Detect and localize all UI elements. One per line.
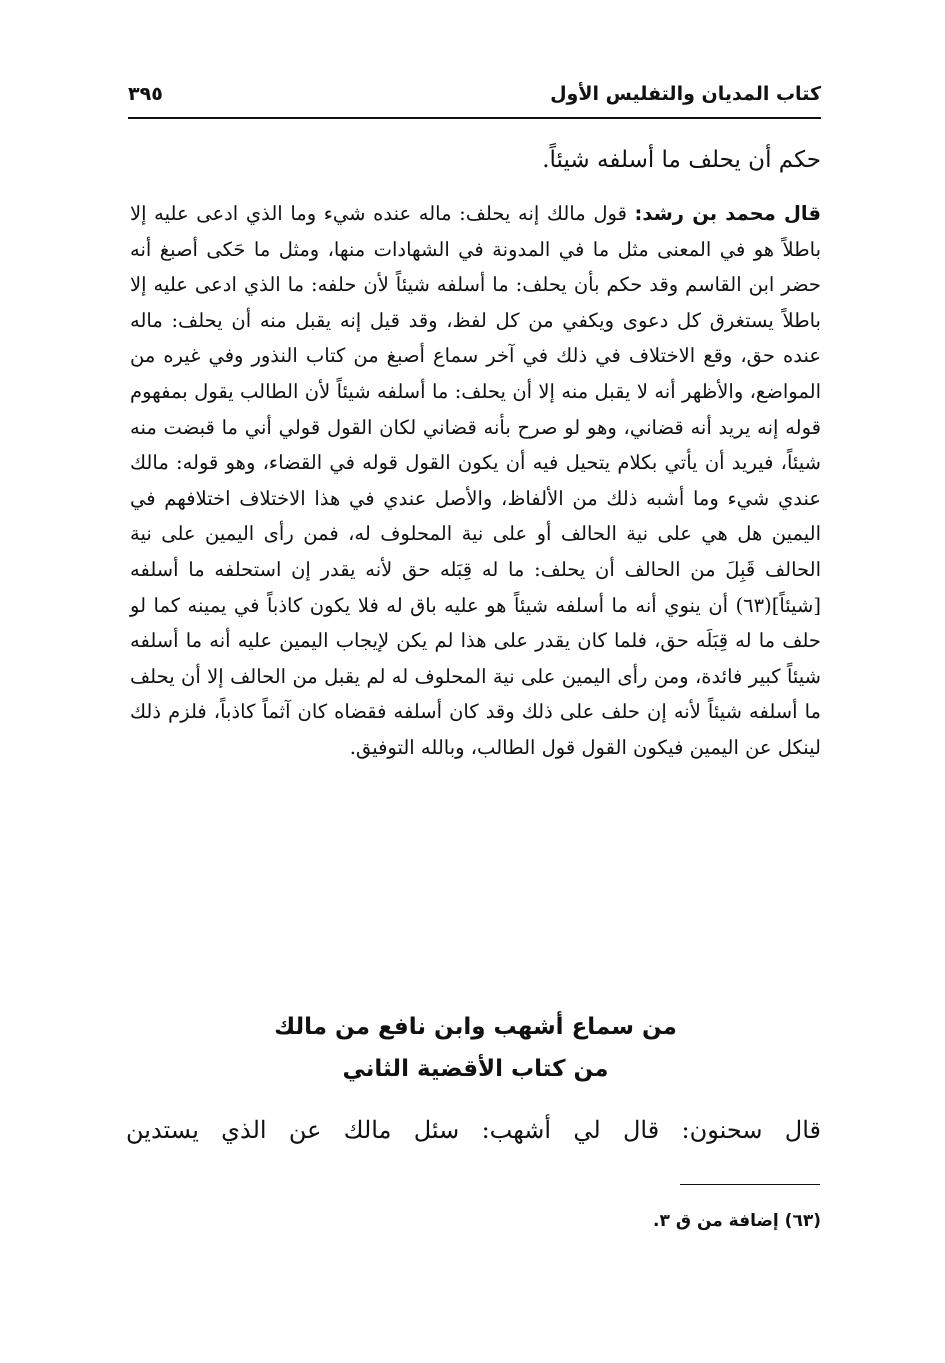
running-header (128, 72, 821, 116)
section-opening-line: قال سحنون: قال لي أشهب: سئل مالك عن الذي يستدين (126, 1116, 821, 1144)
section-title-line-2: من كتاب الأقضية الثاني (342, 1056, 609, 1082)
commentary-text: قول مالك إنه يحلف: ماله عنده شيء وما الذي ادعى عليه إلا باطلاً هو في المعنى مثل ما في المدونة في الشهادات منها، ومثل ما حَكى أصبغ أنه حضر ابن القاسم وقد حكم بأن يحلف: ما أسلفه شيئاً لأن حلفه: ما الذي ادعى عليه إلا باطلاً يستغرق كل دعوى ويكفي من كل لفظ، وقد قيل إنه يقبل منه أن يحلف: ماله عنده حق، وقع الاختلاف في ذلك في آخر سماع أصبغ من كتاب النذور وفي غيره من المواضع، والأظهر أنه لا يقبل منه إلا أن يحلف: ما أسلفه شيئاً لأن الطالب يقول بمفهوم قوله إنه يريد أنه قضاني، وهو لو صرح بأنه قضاني لكان القول قولي أني ما قبضت منه شيئاً، فيريد أن يأتي بكلام يتحيل فيه أن يكون القول قوله في القضاء، وهو قوله: مالك عندي شيء وما أشبه ذلك من الألفاظ، والأصل عندي في هذا الاختلاف اختلافهم في اليمين هل هي على نية الحالف أو على نية المحلوف له، فمن رأى اليمين على نية الحالف قَبِلَ من الحالف أن يحلف: ما له قِبَله حق لأنه يقدر إن استحلفه ما أسلفه [شيئاً](٦٣) أن ينوي أنه ما أسلفه شيئاً هو عليه باق له فلا يكون كاذباً في يمينه كما لو حلف ما له قِبَلَه حق، فلما كان يقدر على هذا لم يكن لإيجاب اليمين عليه أنه ما أسلفه شيئاً كبير فائدة، ومن رأى اليمين على نية المحلوف له لم يقبل من الحالف إلا أن يحلف ما أسلفه شيئاً لأنه إن حلف على ذلك وقد كان أسلفه فقضاه كان آثماً كاذباً، فلزم ذلك لينكل عن اليمين فيكون القول قول الطالب، وبالله التوفيق. (130, 202, 821, 759)
lead-line: حكم أن يحلف ما أسلفه شيئاً. (542, 147, 821, 173)
footnote: (٦٣) إضافة من ق ٣. (653, 1211, 821, 1231)
commentary-paragraph (130, 196, 821, 766)
header-rule (128, 117, 821, 119)
running-title: كتاب المديان والتفليس الأول (550, 83, 821, 105)
footnote-rule (680, 1184, 820, 1185)
commentary-speaker: قال محمد بن رشد: (634, 202, 821, 225)
section-heading (130, 1006, 821, 1090)
page-number: ٣٩٥ (128, 83, 163, 105)
section-title-line-1: من سماع أشهب وابن نافع من مالك (274, 1014, 677, 1040)
